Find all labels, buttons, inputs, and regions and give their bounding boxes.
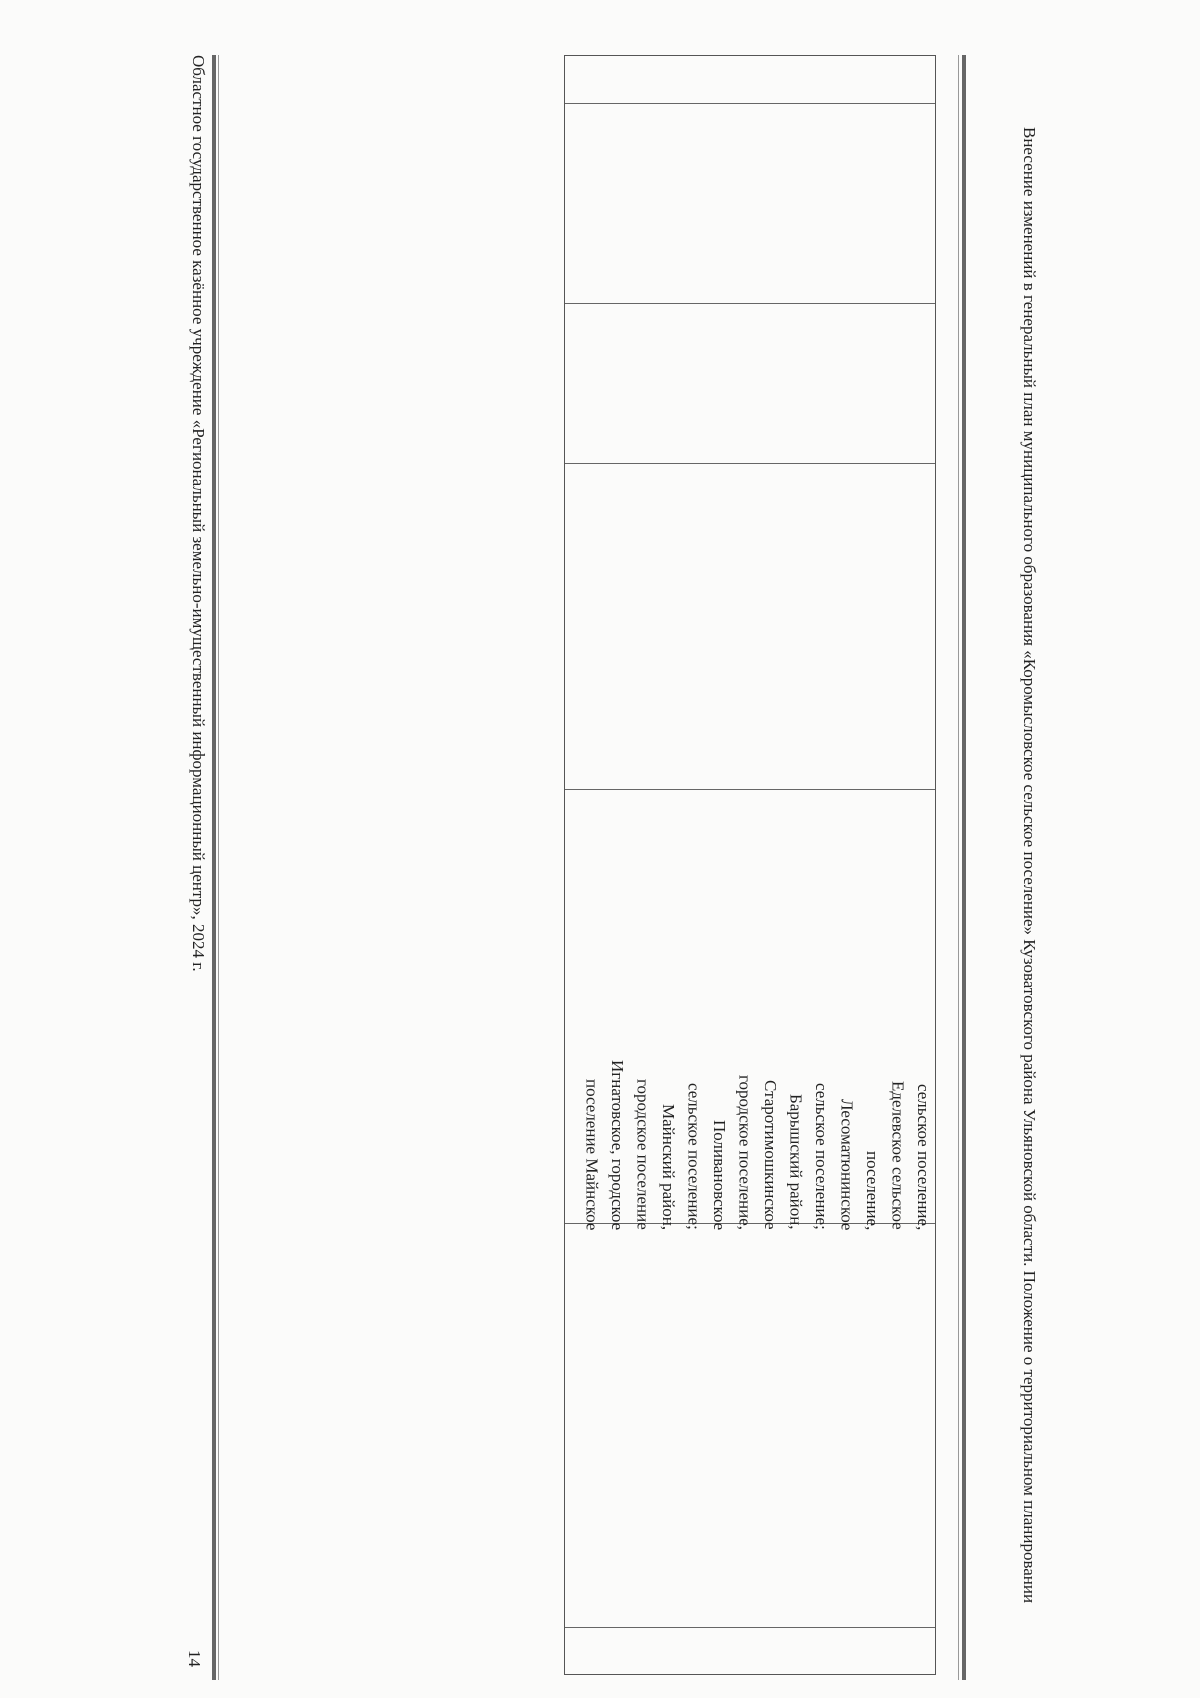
table-cell-municipalities: сельское поселение, Еделевское сельское поселение, Лесоматюнинское сельское поселение; Барышский район, Старотимошкинское городское поселение, Поливановское сельское поселение; Майнский район, городское поселение Игнатовское, городское поселение Майнское (582, 1059, 933, 1230)
header-rule-thin (958, 55, 959, 1680)
document-footer: Областное государственное казённое учреждение «Региональный земельно-имущественный информационный центр», 2024 г. (189, 55, 208, 972)
footer-rule-thin (218, 55, 219, 1680)
table-column-divider (565, 463, 935, 464)
header-rule (962, 55, 966, 1680)
footer-rule (212, 55, 216, 1680)
table-column-divider (565, 789, 935, 790)
page-number: 14 (185, 1650, 204, 1667)
document-header: Внесение изменений в генеральный план муниципального образования «Коромысловское сельское поселение» Кузоватовского района Ульяновской области. Положение о территориальном планировании (1020, 126, 1039, 1604)
table-column-divider (565, 303, 935, 304)
table-column-divider (565, 1627, 935, 1628)
table-column-divider (565, 103, 935, 104)
table (564, 55, 936, 1675)
